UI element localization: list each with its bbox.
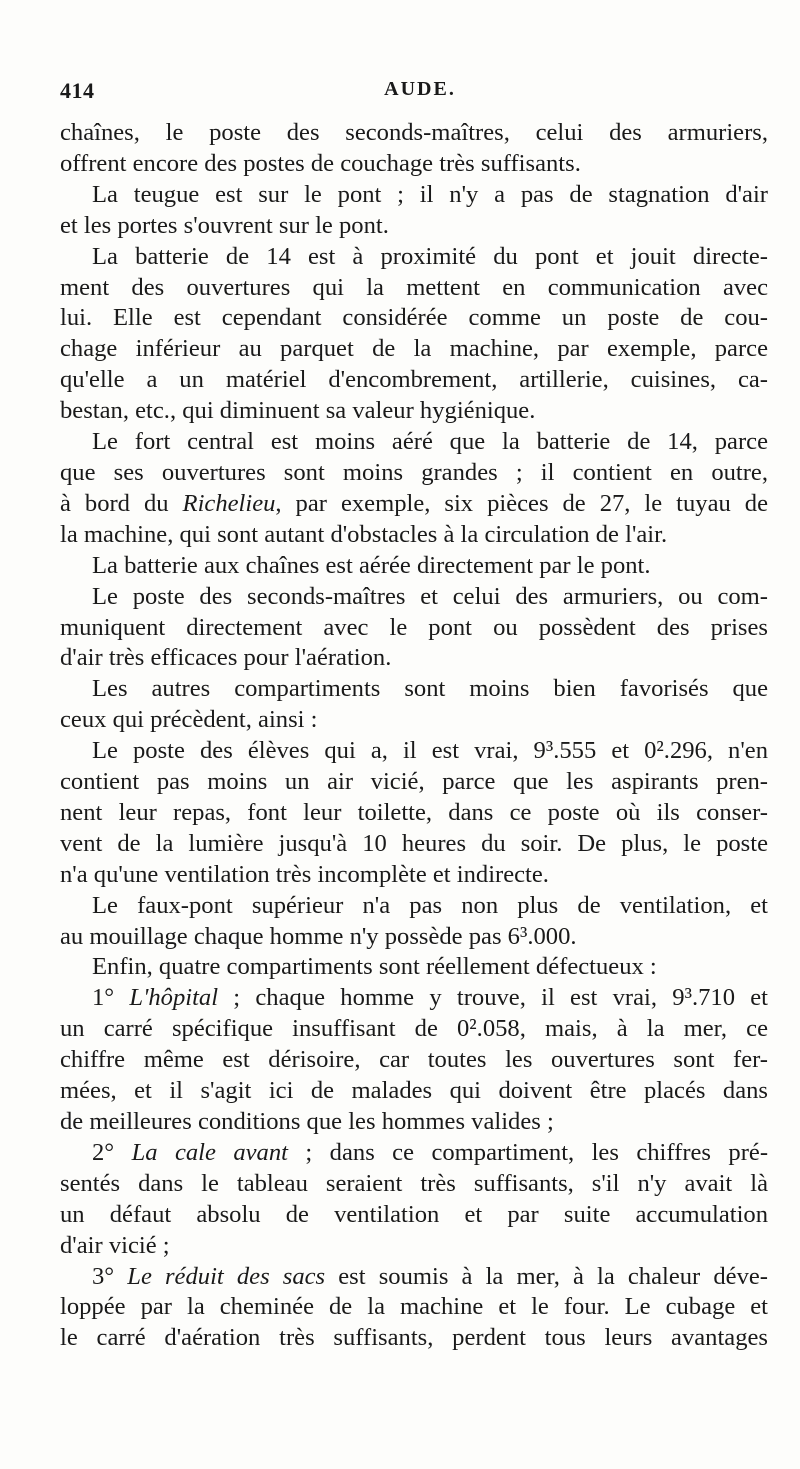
text-line: La batterie aux chaînes est aérée directement par le pont. <box>92 551 651 579</box>
text-line: chaînes, le poste des seconds-maîtres, celui des armuriers, <box>60 119 768 146</box>
text-fragment: 3° <box>92 1262 128 1290</box>
text-line: La teugue est sur le pont ; il n'y a pas de stagnation d'air <box>92 180 768 208</box>
text-line: Le faux-pont supérieur n'a pas non plus de ventilation, et <box>92 891 768 919</box>
page-number: 414 <box>60 78 95 103</box>
text-line: le carré d'aération très suffisants, perdent tous leurs avantages <box>60 1324 768 1352</box>
text-line <box>60 1262 768 1293</box>
text-line: d'air vicié ; <box>60 1231 170 1259</box>
text-line: et les portes s'ouvrent sur le pont. <box>60 211 389 239</box>
text-line <box>60 983 768 1014</box>
text-line: ment des ouvertures qui la mettent en communication avec <box>60 273 768 301</box>
italic-text: Richelieu <box>182 489 276 517</box>
text-line: Le poste des élèves qui a, il est vrai, 9³.555 et 0².296, n'en <box>92 737 768 765</box>
text-line: Le fort central est moins aéré que la batterie de 14, parce <box>92 428 768 456</box>
italic-text: L'hôpital <box>129 984 219 1012</box>
text-line: contient pas moins un air vicié, parce que les aspirants pren- <box>60 768 768 796</box>
text-line: ceux qui précèdent, ainsi : <box>60 706 318 734</box>
text-line: sentés dans le tableau seraient très suffisants, s'il n'y avait là <box>60 1169 768 1197</box>
text-line: Enfin, quatre compartiments sont réellement défectueux : <box>92 953 657 981</box>
text-fragment: ; dans ce compartiment, les chiffres pré- <box>288 1138 769 1166</box>
text-line <box>60 1138 768 1169</box>
text-fragment: 2° <box>92 1138 132 1166</box>
text-line: vent de la lumière jusqu'à 10 heures du soir. De plus, le poste <box>60 829 768 857</box>
text-line: un carré spécifique insuffisant de 0².058, mais, à la mer, ce <box>60 1015 768 1043</box>
text-line: de meilleures conditions que les hommes valides ; <box>60 1108 554 1135</box>
text-line: qu'elle a un matériel d'encombrement, artillerie, cuisines, ca- <box>60 366 768 394</box>
text-line: chiffre même est dérisoire, car toutes les ouvertures sont fer- <box>60 1046 768 1074</box>
text-line: la machine, qui sont autant d'obstacles à la circulation de l'air. <box>60 520 668 548</box>
text-fragment: ; chaque homme y trouve, il est vrai, 9³.710 et <box>218 984 769 1012</box>
text-line: Le poste des seconds-maîtres et celui des armuriers, ou com- <box>92 582 768 610</box>
text-line: mées, et il s'agit ici de malades qui doivent être placés dans <box>60 1077 768 1105</box>
text-line: nent leur repas, font leur toilette, dans ce poste où ils conser- <box>60 798 768 826</box>
italic-text: Le réduit des sacs <box>127 1262 326 1290</box>
text-line: au mouillage chaque homme n'y possède pas 6³.000. <box>60 922 577 950</box>
text-line: Les autres compartiments sont moins bien favorisés que <box>92 675 768 703</box>
text-line: chage inférieur au parquet de la machine, par exemple, parce <box>60 335 768 363</box>
italic-text: La cale avant <box>131 1138 288 1166</box>
text-line: un défaut absolu de ventilation et par suite accumulation <box>60 1200 768 1228</box>
running-head: AUDE. <box>384 78 456 100</box>
page-header <box>60 78 760 108</box>
text-fragment: est soumis à la mer, à la chaleur déve- <box>325 1262 768 1290</box>
text-line: n'a qu'une ventilation très incomplète et indirecte. <box>60 860 549 888</box>
text-fragment: , par exemple, six pièces de 27, le tuyau de <box>275 489 768 517</box>
text-line <box>60 489 768 520</box>
text-line: d'air très efficaces pour l'aération. <box>60 644 392 672</box>
text-line: offrent encore des postes de couchage très suffisants. <box>60 149 581 177</box>
text-line: loppée par la cheminée de la machine et le four. Le cubage et <box>60 1293 768 1321</box>
body-text <box>60 118 768 1354</box>
text-line: lui. Elle est cependant considérée comme un poste de cou- <box>60 304 768 332</box>
text-line: bestan, etc., qui diminuent sa valeur hygiénique. <box>60 397 536 425</box>
text-line: que ses ouvertures sont moins grandes ; il contient en outre, <box>60 458 768 486</box>
text-line: muniquent directement avec le pont ou possèdent des prises <box>60 613 768 641</box>
text-fragment: à bord du <box>60 489 183 517</box>
text-line: La batterie de 14 est à proximité du pont et jouit directe- <box>92 242 768 270</box>
text-fragment: 1° <box>92 984 130 1012</box>
